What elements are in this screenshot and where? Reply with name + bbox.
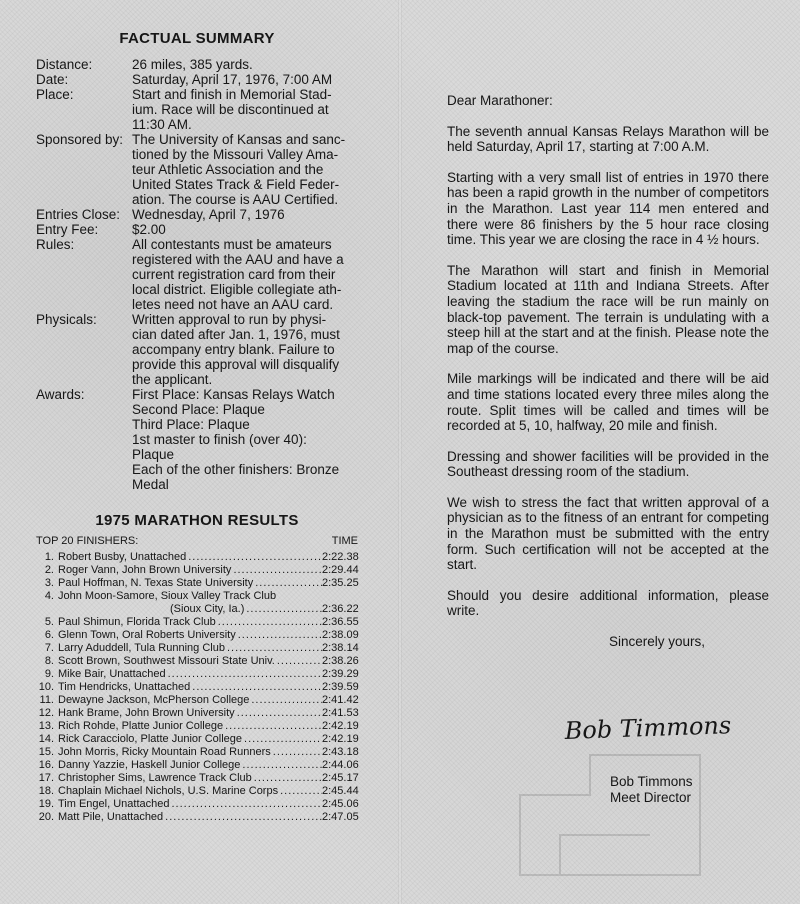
signature: Bob Timmons [564, 711, 732, 745]
letter-paragraph: Starting with a very small list of entries in 1970 there has been a rapid growth in the number of competitors in the Marathon. Last year 114 men entered and there were 86 finishers by the 5 hour race closing time. This year we are closing the race in 4 ½ hours. [447, 169, 769, 248]
results-list [36, 551, 358, 824]
result-time: 2:36.22 [322, 603, 359, 615]
fact-line: ium. Race will be discontinued at [132, 102, 329, 117]
fact-value [132, 312, 358, 387]
fact-label: Physicals: [36, 312, 97, 327]
result-rank: 2. [44, 564, 54, 576]
result-row [36, 694, 358, 707]
fact-row [36, 72, 358, 87]
result-time: 2:47.05 [322, 811, 359, 823]
fact-line: the applicant. [132, 372, 213, 387]
fact-label: Awards: [36, 387, 85, 402]
fact-row [36, 222, 358, 237]
dot-leader [277, 655, 322, 668]
result-rank: 20. [38, 811, 54, 823]
result-time: 2:29.44 [322, 564, 359, 576]
result-name: Paul Hoffman, N. Texas State University [58, 577, 254, 589]
fact-label: Sponsored by: [36, 132, 124, 147]
result-row-continued [36, 603, 358, 616]
dot-leader [244, 733, 322, 746]
fact-line: letes need not have an AAU card. [132, 297, 334, 312]
letter-paragraph: The Marathon will start and finish in Memorial Stadium located at 11th and Indiana Streets. After leaving the stadium the race will be run mainly on black-top pavement. The terrain is undulating with a steep hill at the start and at the finish. Please note the map of the course. [447, 262, 769, 356]
result-name: Robert Busby, Unattached [58, 551, 187, 563]
fact-line: cian dated after Jan. 1, 1976, must [132, 327, 340, 342]
result-name: Rich Rohde, Platte Junior College [58, 720, 224, 732]
fact-line: 1st master to finish (over 40): [132, 432, 307, 447]
result-rank: 9. [44, 668, 54, 680]
fact-label: Distance: [36, 57, 93, 72]
result-row [36, 681, 358, 694]
fact-line: Start and finish in Memorial Stad- [132, 87, 332, 102]
left-panel [36, 30, 358, 824]
fact-line: Plaque [132, 447, 175, 462]
result-time: 2:38.09 [322, 629, 359, 641]
results-title: 1975 MARATHON RESULTS [95, 512, 299, 529]
letter-body [447, 124, 769, 619]
result-runner [58, 720, 322, 733]
fact-label: Rules: [36, 237, 75, 252]
fact-value [132, 87, 358, 132]
page-fold [398, 0, 402, 904]
fact-line: registered with the AAU and have a [132, 252, 344, 267]
result-name: Mike Bair, Unattached [58, 668, 166, 680]
result-row [36, 707, 358, 720]
result-time: 2:39.29 [322, 668, 359, 680]
result-name: Larry Aduddell, Tula Running Club [58, 642, 225, 654]
fact-value [132, 132, 358, 207]
result-row [36, 759, 358, 772]
result-rank: 14. [38, 733, 54, 745]
dot-leader [218, 616, 322, 629]
result-rank: 4. [44, 590, 54, 602]
result-name: Danny Yazzie, Haskell Junior College [58, 759, 241, 771]
result-time: 2:42.19 [322, 720, 359, 732]
result-rank: 16. [38, 759, 54, 771]
fact-label: Entries Close: [36, 207, 121, 222]
result-runner [58, 759, 322, 772]
fact-line: Medal [132, 477, 169, 492]
result-rank: 17. [38, 772, 54, 784]
dot-leader [233, 564, 322, 577]
result-runner [58, 577, 322, 590]
fact-line: Wednesday, April 7, 1976 [132, 207, 285, 222]
fact-line: provide this approval will disqualify [132, 357, 340, 372]
dot-leader [238, 629, 322, 642]
fact-line: First Place: Kansas Relays Watch [132, 387, 335, 402]
signer-title: Meet Director [610, 790, 692, 805]
result-name: Rick Caracciolo, Platte Junior College [58, 733, 243, 745]
result-rank: 12. [38, 707, 54, 719]
result-row [36, 772, 358, 785]
result-time: 2:35.25 [322, 577, 359, 589]
letter-greeting: Dear Marathoner: [447, 93, 553, 108]
result-rank: 10. [38, 681, 54, 693]
result-row [36, 720, 358, 733]
result-row [36, 590, 358, 603]
result-runner [58, 772, 322, 785]
result-row [36, 616, 358, 629]
fact-row [36, 387, 358, 492]
dot-leader [188, 551, 322, 564]
result-runner [58, 681, 322, 694]
results-header [36, 535, 358, 548]
result-time: 2:44.06 [322, 759, 359, 771]
fact-line: Written approval to run by physi- [132, 312, 327, 327]
fact-value [132, 57, 358, 72]
result-time: 2:38.14 [322, 642, 359, 654]
fact-value [132, 387, 358, 492]
result-row [36, 564, 358, 577]
right-panel [447, 93, 769, 650]
result-row [36, 629, 358, 642]
result-runner [58, 707, 322, 720]
letter-closing: Sincerely yours, [609, 634, 706, 650]
letter-paragraph: The seventh annual Kansas Relays Marathon will be held Saturday, April 17, starting at 7:00 A.M. [447, 123, 769, 155]
fact-line: 11:30 AM. [132, 117, 192, 132]
result-runner [58, 733, 322, 746]
result-time: 2:42.19 [322, 733, 359, 745]
result-rank: 18. [38, 785, 54, 797]
fact-line: Second Place: Plaque [132, 402, 265, 417]
fact-line: Third Place: Plaque [132, 417, 250, 432]
result-rank: 5. [44, 616, 54, 628]
result-name: Tim Hendricks, Unattached [58, 681, 191, 693]
fact-row [36, 237, 358, 312]
result-name: Paul Shimun, Florida Track Club [58, 616, 216, 628]
result-name: Matt Pile, Unattached [58, 811, 164, 823]
fact-line: current registration card from their [132, 267, 336, 282]
result-time: 2:41.53 [322, 707, 359, 719]
result-name: Christopher Sims, Lawrence Track Club [58, 772, 252, 784]
result-time: 2:45.44 [322, 785, 359, 797]
result-runner [58, 642, 322, 655]
signer-name: Bob Timmons [610, 774, 693, 789]
fact-line: local district. Eligible collegiate ath- [132, 282, 342, 297]
dot-leader [225, 720, 322, 733]
result-runner [58, 629, 322, 642]
result-club-continued: (Sioux City, Ia.) [170, 603, 245, 615]
result-name: Scott Brown, Southwest Missouri State Univ. [58, 655, 275, 667]
dot-leader [165, 811, 322, 824]
fact-row [36, 57, 358, 72]
result-runner [58, 694, 322, 707]
result-name: John Moon-Samore, Sioux Valley Track Club [58, 590, 277, 602]
fact-line: ation. The course is AAU Certified. [132, 192, 339, 207]
result-time: 2:38.26 [322, 655, 359, 667]
fact-value [132, 72, 358, 87]
result-rank: 19. [38, 798, 54, 810]
result-rank: 1. [44, 551, 54, 563]
results-header-left: TOP 20 FINISHERS: [36, 535, 139, 547]
result-rank: 6. [44, 629, 54, 641]
results-header-right: TIME [331, 535, 358, 547]
result-name: John Morris, Ricky Mountain Road Runners [58, 746, 271, 758]
result-name: Hank Brame, John Brown University [58, 707, 235, 719]
result-runner [58, 616, 322, 629]
dot-leader [255, 577, 322, 590]
result-row [36, 668, 358, 681]
result-row [36, 785, 358, 798]
factual-summary-title: FACTUAL SUMMARY [119, 30, 275, 47]
letter-paragraph: Dressing and shower facilities will be provided in the Southeast dressing room of the stadium. [447, 448, 769, 480]
result-row [36, 655, 358, 668]
dot-leader [242, 759, 322, 772]
result-time: 2:22.38 [322, 551, 359, 563]
result-runner [58, 655, 322, 668]
result-row [36, 551, 358, 564]
result-name: Roger Vann, John Brown University [58, 564, 232, 576]
fact-row [36, 207, 358, 222]
result-runner [58, 564, 322, 577]
result-runner [58, 798, 322, 811]
fact-label: Place: [36, 87, 74, 102]
result-time: 2:41.42 [322, 694, 359, 706]
fact-label: Entry Fee: [36, 222, 99, 237]
fact-line: tioned by the Missouri Valley Ama- [132, 147, 339, 162]
result-name: Glenn Town, Oral Roberts University [58, 629, 236, 641]
letter-paragraph: Mile markings will be indicated and there will be aid and time stations located every three miles along the route. Split times will be called and times will be recorded at 5, 10, halfway, 20 mile and finish. [447, 371, 769, 434]
result-row [36, 746, 358, 759]
fact-line: All contestants must be amateurs [132, 237, 332, 252]
letter-paragraph: Should you desire additional information, please write. [447, 587, 769, 619]
result-row [36, 733, 358, 746]
result-time: 2:45.17 [322, 772, 359, 784]
dot-leader [192, 681, 322, 694]
result-rank: 7. [44, 642, 54, 654]
dot-leader [254, 772, 322, 785]
fact-value [132, 207, 358, 222]
result-runner [170, 603, 322, 616]
fact-line: The University of Kansas and sanc- [132, 132, 346, 147]
dot-leader [280, 785, 322, 798]
fact-value [132, 237, 358, 312]
result-runner [58, 668, 322, 681]
dot-leader [251, 694, 322, 707]
result-row [36, 798, 358, 811]
dot-leader [227, 642, 322, 655]
dot-leader [273, 746, 322, 759]
fact-line: teur Athletic Association and the [132, 162, 324, 177]
fact-label: Date: [36, 72, 69, 87]
result-runner [58, 590, 358, 603]
result-time: 2:36.55 [322, 616, 359, 628]
result-row [36, 577, 358, 590]
fact-row [36, 132, 358, 207]
fact-row [36, 87, 358, 132]
result-name: Tim Engel, Unattached [58, 798, 170, 810]
result-name: Dewayne Jackson, McPherson College [58, 694, 250, 706]
result-runner [58, 785, 322, 798]
result-row [36, 642, 358, 655]
result-time: 2:43.18 [322, 746, 359, 758]
result-rank: 15. [38, 746, 54, 758]
fact-line: accompany entry blank. Failure to [132, 342, 335, 357]
dot-leader [168, 668, 322, 681]
result-rank: 11. [39, 694, 54, 706]
result-runner [58, 551, 322, 564]
fact-row [36, 312, 358, 387]
result-runner [58, 811, 322, 824]
dot-leader [171, 798, 322, 811]
fact-line: United States Track & Field Feder- [132, 177, 340, 192]
result-rank: 8. [44, 655, 54, 667]
result-row [36, 811, 358, 824]
dot-leader [246, 603, 322, 616]
result-time: 2:45.06 [322, 798, 359, 810]
result-rank: 3. [44, 577, 54, 589]
fact-line: Saturday, April 17, 1976, 7:00 AM [132, 72, 333, 87]
factual-summary [36, 57, 358, 492]
result-time: 2:39.59 [322, 681, 359, 693]
fact-line: Each of the other finishers: Bronze [132, 462, 340, 477]
fact-line: 26 miles, 385 yards. [132, 57, 253, 72]
result-rank: 13. [38, 720, 54, 732]
fact-line: $2.00 [132, 222, 166, 237]
fact-value [132, 222, 358, 237]
letter-paragraph: We wish to stress the fact that written approval of a physician as to the fitness of an entrant for competing in the Marathon must be submitted with the entry form. Such certification will not be accepted at the start. [447, 494, 769, 573]
result-runner [58, 746, 322, 759]
dot-leader [237, 707, 322, 720]
signer-block [610, 774, 693, 806]
result-name: Chaplain Michael Nichols, U.S. Marine Corps [58, 785, 279, 797]
